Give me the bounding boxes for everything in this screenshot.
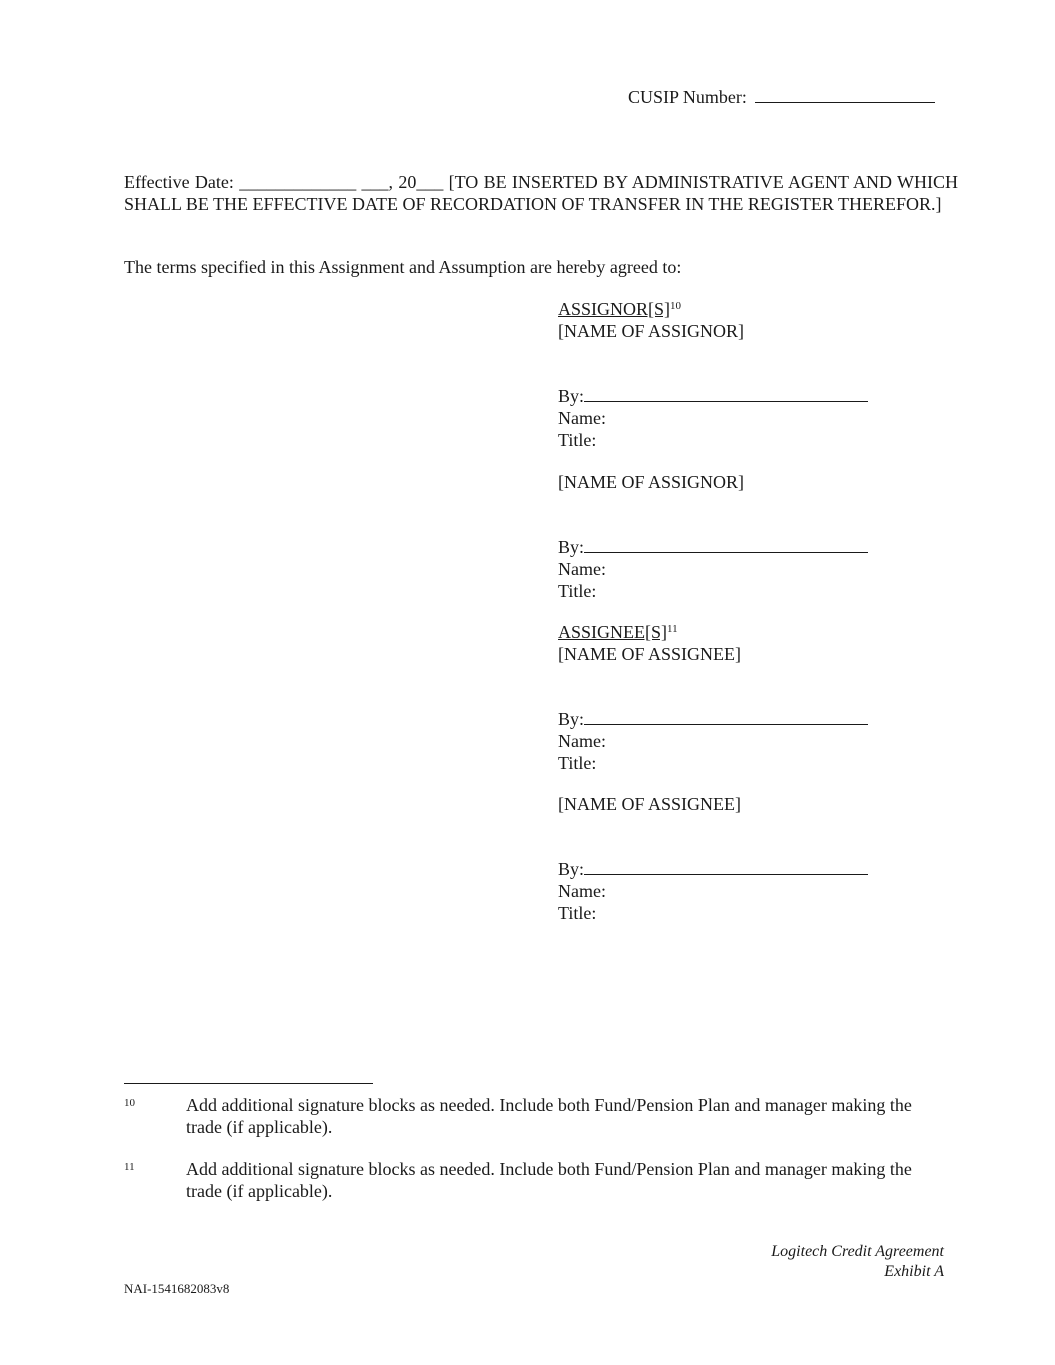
- footer-agreement-label: [771, 1242, 944, 1282]
- assignee-signature-2: [558, 857, 868, 924]
- title-label: Title:: [558, 581, 597, 601]
- footer-line-2: Exhibit A: [884, 1263, 944, 1280]
- assignor-heading: ASSIGNOR[S]: [558, 299, 671, 319]
- footnote-ref-10: 10: [670, 300, 682, 312]
- signature-line: [584, 707, 868, 725]
- title-label: Title:: [558, 430, 597, 450]
- name-label: Name:: [558, 731, 606, 751]
- cusip-blank-line: [755, 85, 935, 103]
- name-label: Name:: [558, 408, 606, 428]
- assignor-name-1: [NAME OF ASSIGNOR]: [558, 321, 745, 341]
- by-label: By:: [558, 386, 585, 406]
- assignor-block-1: [558, 298, 744, 342]
- title-label: Title:: [558, 753, 597, 773]
- assignor-signature-2: [558, 535, 868, 602]
- signature-line: [584, 384, 868, 402]
- name-label: Name:: [558, 881, 606, 901]
- footnote-number: 11: [124, 1161, 135, 1173]
- by-label: By:: [558, 859, 585, 879]
- document-id: NAI-1541682083v8: [124, 1281, 230, 1296]
- cusip-label: CUSIP Number:: [628, 87, 747, 107]
- by-label: By:: [558, 709, 585, 729]
- assignor-name-2: [NAME OF ASSIGNOR]: [558, 472, 745, 492]
- assignee-name-1: [NAME OF ASSIGNEE]: [558, 644, 742, 664]
- footnote-text: Add additional signature blocks as needed. Include both Fund/Pension Plan and manager making the trade (if applicable).: [186, 1095, 912, 1137]
- by-label: By:: [558, 537, 585, 557]
- title-label: Title:: [558, 903, 597, 923]
- assignee-block-2: [558, 793, 741, 815]
- footer-line-1: Logitech Credit Agreement: [771, 1243, 944, 1260]
- signature-line: [584, 535, 868, 553]
- name-label: Name:: [558, 559, 606, 579]
- assignee-block-1: [558, 621, 741, 665]
- footnote-11: [124, 1158, 944, 1202]
- assignee-heading: ASSIGNEE[S]: [558, 622, 668, 642]
- cusip-field: [628, 85, 935, 108]
- footnote-separator: [124, 1083, 373, 1084]
- terms-statement: The terms specified in this Assignment and Assumption are hereby agreed to:: [124, 257, 682, 277]
- assignee-signature-1: [558, 707, 868, 774]
- assignor-block-2: [558, 471, 744, 493]
- footnote-number: 10: [124, 1097, 135, 1109]
- footnote-ref-11: 11: [667, 623, 678, 635]
- footnote-10: [124, 1094, 944, 1138]
- effective-date-paragraph: Effective Date: _____________ ___, 20___ [TO BE INSERTED BY ADMINISTRATIVE AGENT AND WHICH SHALL BE THE EFFECTIVE DATE OF RECORDATION OF TRANSFER IN THE REGISTER THEREFOR.]: [124, 172, 958, 214]
- assignor-signature-1: [558, 384, 868, 451]
- signature-line: [584, 857, 868, 875]
- assignee-name-2: [NAME OF ASSIGNEE]: [558, 794, 742, 814]
- footnote-text: Add additional signature blocks as needed. Include both Fund/Pension Plan and manager making the trade (if applicable).: [186, 1159, 912, 1201]
